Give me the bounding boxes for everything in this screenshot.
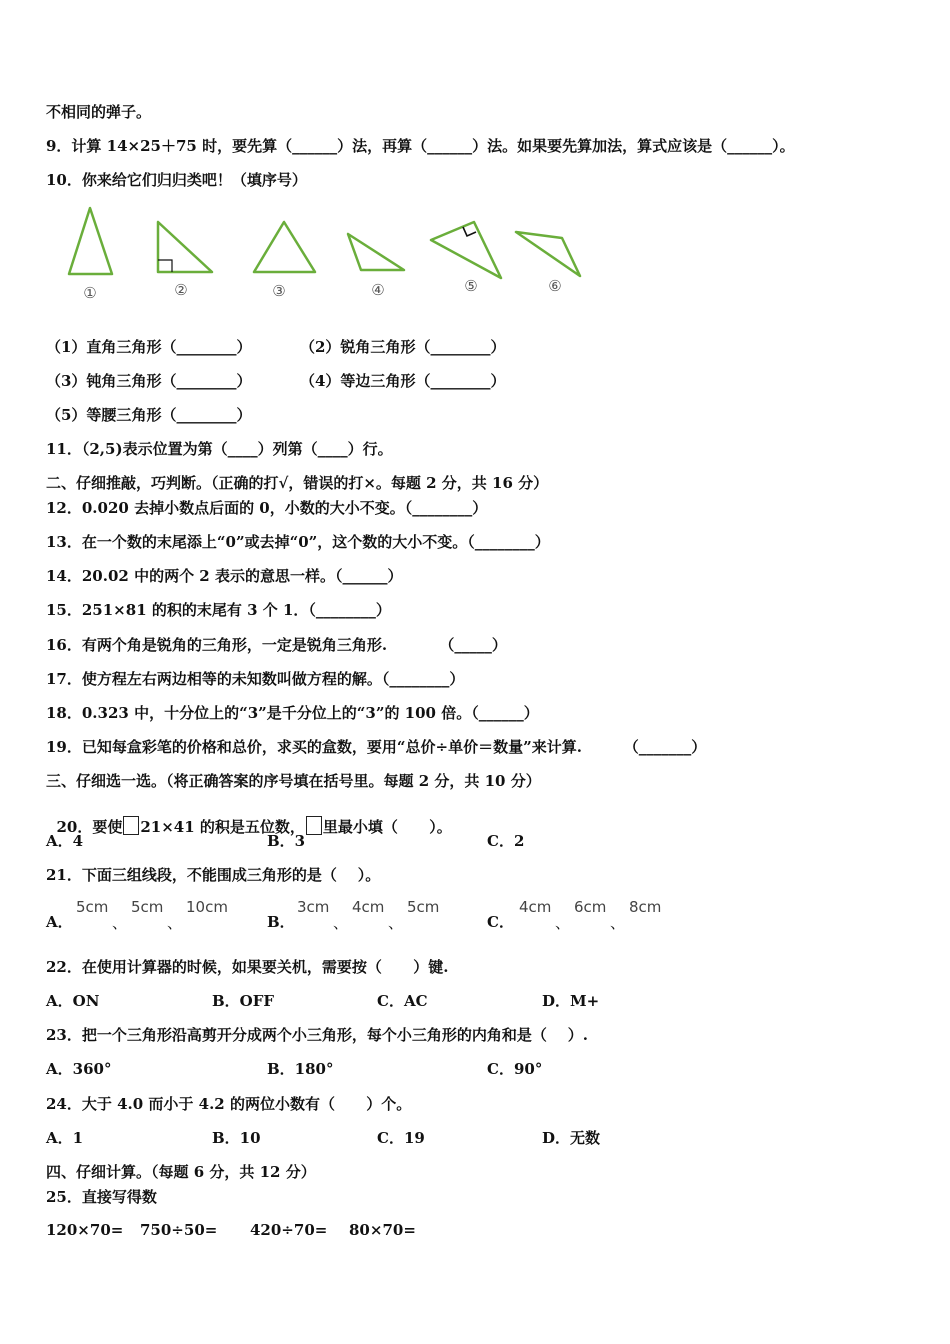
- question-24-stem: 24．大于 4.0 而小于 4.2 的两位小数有（ ）个。: [46, 1095, 412, 1113]
- q25-expr-3: 420÷70=: [250, 1221, 328, 1239]
- label-6: ⑥: [548, 277, 562, 295]
- blank-box: [306, 816, 322, 835]
- q25-expr-1: 120×70=: [46, 1221, 124, 1239]
- label-1: ①: [83, 284, 97, 302]
- triangle-6: [516, 232, 580, 276]
- q21-a-val-3: 10cm: [186, 898, 228, 916]
- label-4: ④: [371, 281, 385, 299]
- q21-b-val-2: 4cm: [352, 898, 385, 916]
- q10-item-3: （3）钝角三角形（________）: [46, 372, 252, 390]
- q25-expr-4: 80×70=: [349, 1221, 416, 1239]
- section-2-heading: 二、仔细推敲，巧判断。（正确的打√，错误的打×。每题 2 分，共 16 分）: [46, 474, 549, 492]
- q21-c-val-2: 6cm: [574, 898, 607, 916]
- q20-option-a: A．4: [46, 832, 84, 850]
- q22-option-b: B．OFF: [212, 992, 275, 1010]
- continued-line: 不相同的弹子。: [46, 103, 152, 121]
- q22-option-d: D．M+: [542, 992, 600, 1010]
- triangle-3: [254, 222, 315, 272]
- q23-option-b: B．180°: [267, 1060, 334, 1078]
- q21-option-a-label: A．: [46, 913, 73, 931]
- q21-a-val-1: 5cm: [76, 898, 109, 916]
- question-21-stem: 21．下面三组线段，不能围成三角形的是（ ）。: [46, 866, 381, 884]
- right-angle-mark-2: [158, 260, 172, 272]
- q22-option-a: A．ON: [46, 992, 100, 1010]
- q21-b-sep-1: 、: [333, 914, 349, 932]
- question-18: 18．0.323 中，十分位上的“3”是千分位上的“3”的 100 倍。（______）: [46, 704, 539, 722]
- question-12: 12．0.020 去掉小数点后面的 0，小数的大小不变。（________）: [46, 499, 488, 517]
- q24-option-b: B．10: [212, 1129, 261, 1147]
- q10-item-2: （2）锐角三角形（________）: [300, 338, 506, 356]
- q21-a-sep-1: 、: [112, 914, 128, 932]
- question-10-stem: 10．你来给它们归归类吧！（填序号）: [46, 171, 307, 189]
- q21-option-b-label: B．: [267, 913, 295, 931]
- question-22-stem: 22．在使用计算器的时候，如果要关机，需要按（ ）键.: [46, 958, 449, 976]
- label-5: ⑤: [464, 277, 478, 295]
- q10-item-5: （5）等腰三角形（________）: [46, 406, 252, 424]
- triangle-1: [69, 208, 112, 274]
- q21-b-sep-2: 、: [388, 914, 404, 932]
- label-2: ②: [174, 281, 188, 299]
- q24-option-a: A．1: [46, 1129, 84, 1147]
- q10-item-1: （1）直角三角形（________）: [46, 338, 252, 356]
- q20-part1: 20．要使: [56, 818, 123, 836]
- triangle-5: [431, 222, 501, 278]
- q20-part2: 21×41 的积是五位数，: [140, 818, 305, 836]
- triangle-2: [158, 222, 212, 272]
- question-15: 15．251×81 的积的末尾有 3 个 1．（________）: [46, 601, 391, 619]
- q21-a-sep-2: 、: [167, 914, 183, 932]
- q21-b-val-1: 3cm: [297, 898, 330, 916]
- q23-option-c: C．90°: [487, 1060, 543, 1078]
- q25-expr-2: 750÷50=: [140, 1221, 218, 1239]
- question-9: 9．计算 14×25＋75 时，要先算（______）法，再算（______）法。如果要先算加法，算式应该是（______）。: [46, 137, 795, 155]
- q21-b-val-3: 5cm: [407, 898, 440, 916]
- question-16: 16．有两个角是锐角的三角形，一定是锐角三角形. （_____）: [46, 636, 507, 654]
- question-17: 17．使方程左右两边相等的未知数叫做方程的解。（________）: [46, 670, 465, 688]
- triangles-figure: [60, 202, 600, 302]
- q21-c-val-3: 8cm: [629, 898, 662, 916]
- blank-box: [123, 816, 139, 835]
- q20-option-b: B．3: [267, 832, 306, 850]
- q24-option-d: D．无数: [542, 1129, 601, 1147]
- question-13: 13．在一个数的末尾添上“0”或去掉“0”，这个数的大小不变。（________）: [46, 533, 550, 551]
- question-25-stem: 25．直接写得数: [46, 1188, 157, 1206]
- q21-c-sep-2: 、: [610, 914, 626, 932]
- section-3-heading: 三、仔细选一选。（将正确答案的序号填在括号里。每题 2 分，共 10 分）: [46, 772, 541, 790]
- right-angle-mark-5: [463, 227, 476, 236]
- label-3: ③: [272, 282, 286, 300]
- q23-option-a: A．360°: [46, 1060, 112, 1078]
- q24-option-c: C．19: [377, 1129, 425, 1147]
- question-14: 14．20.02 中的两个 2 表示的意思一样。（______）: [46, 567, 403, 585]
- q21-option-c-label: C．: [487, 913, 514, 931]
- q20-option-c: C．2: [487, 832, 525, 850]
- q21-c-sep-1: 、: [555, 914, 571, 932]
- question-23-stem: 23．把一个三角形沿高剪开分成两个小三角形，每个小三角形的内角和是（ ）.: [46, 1026, 588, 1044]
- q10-item-4: （4）等边三角形（________）: [300, 372, 506, 390]
- question-20-stem: [46, 796, 452, 837]
- question-19: 19．已知每盒彩笔的价格和总价，求买的盒数，要用“总价÷单价＝数量”来计算. （_______）: [46, 738, 707, 756]
- q20-part3: 里最小填（ ）。: [322, 818, 452, 836]
- question-11: 11．（2,5)表示位置为第（____）列第（____）行。: [46, 440, 393, 458]
- section-4-heading: 四、仔细计算。（每题 6 分，共 12 分）: [46, 1163, 316, 1181]
- triangle-4: [348, 234, 404, 270]
- q21-a-val-2: 5cm: [131, 898, 164, 916]
- q22-option-c: C．AC: [377, 992, 428, 1010]
- q21-c-val-1: 4cm: [519, 898, 552, 916]
